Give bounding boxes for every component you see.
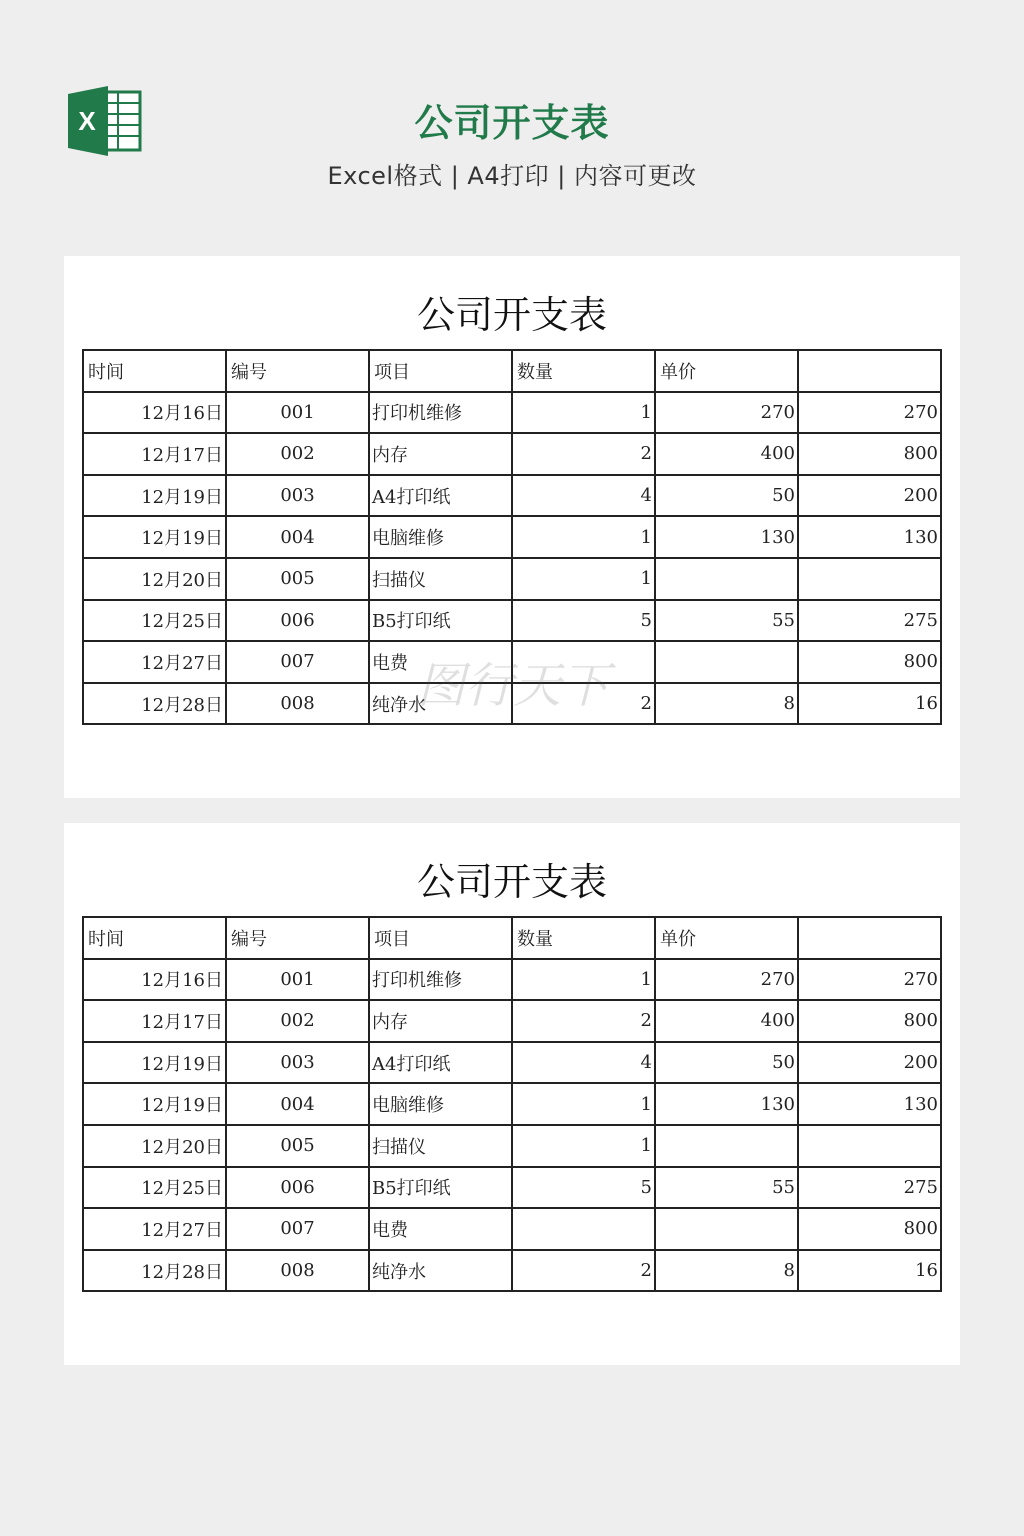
sheet-title: 公司开支表: [416, 860, 607, 904]
table-cell: 1: [512, 1083, 655, 1125]
table-row: [83, 433, 941, 475]
table-cell: 800: [798, 1208, 941, 1250]
sheet-title: 公司开支表: [416, 293, 607, 337]
page-title: 公司开支表: [414, 101, 610, 145]
table-cell: 007: [226, 1208, 369, 1250]
table-cell: 12月28日: [83, 1250, 226, 1292]
column-header: 数量: [512, 350, 655, 392]
table-header-row: [83, 917, 941, 959]
table-cell: B5打印纸: [369, 600, 512, 642]
table-cell: 1: [512, 392, 655, 434]
table-cell: 12月19日: [83, 1042, 226, 1084]
table-cell: 纯净水: [369, 1250, 512, 1292]
table-cell: 2: [512, 1250, 655, 1292]
table-cell: 003: [226, 1042, 369, 1084]
table-cell: 50: [655, 1042, 798, 1084]
expense-table: [82, 349, 942, 725]
column-header: 项目: [369, 350, 512, 392]
table-cell: 电脑维修: [369, 516, 512, 558]
table-cell: 800: [798, 1000, 941, 1042]
table-cell: 270: [798, 392, 941, 434]
table-cell: 12月27日: [83, 1208, 226, 1250]
table-cell: 130: [655, 1083, 798, 1125]
table-cell: 4: [512, 1042, 655, 1084]
table-cell: 12月27日: [83, 641, 226, 683]
table-cell: 270: [655, 392, 798, 434]
table-cell: 001: [226, 392, 369, 434]
column-header: 时间: [83, 350, 226, 392]
table-row: [83, 1000, 941, 1042]
table-cell: 55: [655, 1167, 798, 1209]
svg-text:X: X: [78, 106, 96, 136]
table-cell: 002: [226, 1000, 369, 1042]
page-header: [0, 0, 1024, 230]
table-cell: 12月16日: [83, 959, 226, 1001]
table-cell: 200: [798, 1042, 941, 1084]
table-row: [83, 683, 941, 725]
table-cell: 1: [512, 959, 655, 1001]
table-cell: 002: [226, 433, 369, 475]
table-cell: 打印机维修: [369, 392, 512, 434]
table-cell: [798, 1125, 941, 1167]
column-header: 单价: [655, 350, 798, 392]
table-cell: 006: [226, 600, 369, 642]
table-cell: 打印机维修: [369, 959, 512, 1001]
table-cell: A4打印纸: [369, 475, 512, 517]
table-row: [83, 475, 941, 517]
table-row: [83, 641, 941, 683]
table-header-row: [83, 350, 941, 392]
table-cell: [655, 1125, 798, 1167]
table-cell: 800: [798, 641, 941, 683]
table-cell: [655, 1208, 798, 1250]
table-cell: 12月25日: [83, 600, 226, 642]
table-row: [83, 516, 941, 558]
table-row: [83, 959, 941, 1001]
table-cell: 12月19日: [83, 1083, 226, 1125]
table-cell: [655, 558, 798, 600]
table-cell: 200: [798, 475, 941, 517]
table-cell: 1: [512, 1125, 655, 1167]
table-cell: 12月19日: [83, 475, 226, 517]
table-cell: 008: [226, 683, 369, 725]
table-cell: 400: [655, 433, 798, 475]
table-row: [83, 1250, 941, 1292]
column-header: 时间: [83, 917, 226, 959]
column-header: 单价: [655, 917, 798, 959]
table-cell: 005: [226, 1125, 369, 1167]
table-row: [83, 558, 941, 600]
table-cell: 1: [512, 516, 655, 558]
table-cell: 400: [655, 1000, 798, 1042]
table-row: [83, 1208, 941, 1250]
table-cell: B5打印纸: [369, 1167, 512, 1209]
sheet-preview-2: [64, 823, 960, 1365]
expense-table: [82, 916, 942, 1292]
table-cell: 5: [512, 600, 655, 642]
table-cell: 16: [798, 683, 941, 725]
table-cell: A4打印纸: [369, 1042, 512, 1084]
table-cell: 275: [798, 600, 941, 642]
table-cell: 8: [655, 683, 798, 725]
table-cell: 内存: [369, 433, 512, 475]
table-row: [83, 1042, 941, 1084]
table-cell: 电费: [369, 641, 512, 683]
column-header: 数量: [512, 917, 655, 959]
table-row: [83, 392, 941, 434]
table-cell: 扫描仪: [369, 1125, 512, 1167]
table-cell: [512, 641, 655, 683]
table-cell: 130: [798, 516, 941, 558]
table-cell: 4: [512, 475, 655, 517]
table-cell: 1: [512, 558, 655, 600]
table-cell: [512, 1208, 655, 1250]
table-cell: 005: [226, 558, 369, 600]
table-cell: 12月16日: [83, 392, 226, 434]
table-cell: 纯净水: [369, 683, 512, 725]
table-cell: 12月25日: [83, 1167, 226, 1209]
page-subtitle: Excel格式 | A4打印 | 内容可更改: [327, 162, 697, 190]
table-cell: 12月20日: [83, 558, 226, 600]
table-row: [83, 600, 941, 642]
table-cell: 12月19日: [83, 516, 226, 558]
table-cell: 12月28日: [83, 683, 226, 725]
table-cell: 004: [226, 516, 369, 558]
table-cell: 130: [655, 516, 798, 558]
table-cell: 007: [226, 641, 369, 683]
table-cell: 2: [512, 683, 655, 725]
table-cell: 003: [226, 475, 369, 517]
column-header: 编号: [226, 350, 369, 392]
column-header: 项目: [369, 917, 512, 959]
table-cell: 001: [226, 959, 369, 1001]
table-cell: 8: [655, 1250, 798, 1292]
table-row: [83, 1167, 941, 1209]
table-row: [83, 1125, 941, 1167]
sheet-preview-1: [64, 256, 960, 798]
table-cell: 130: [798, 1083, 941, 1125]
table-cell: 006: [226, 1167, 369, 1209]
table-cell: 800: [798, 433, 941, 475]
table-cell: [798, 558, 941, 600]
table-cell: 内存: [369, 1000, 512, 1042]
table-cell: 扫描仪: [369, 558, 512, 600]
table-cell: 270: [655, 959, 798, 1001]
column-header: [798, 917, 941, 959]
table-cell: 270: [798, 959, 941, 1001]
table-cell: 50: [655, 475, 798, 517]
table-cell: 004: [226, 1083, 369, 1125]
table-cell: 12月20日: [83, 1125, 226, 1167]
column-header: 编号: [226, 917, 369, 959]
table-cell: 275: [798, 1167, 941, 1209]
table-cell: 16: [798, 1250, 941, 1292]
table-cell: 5: [512, 1167, 655, 1209]
table-cell: 电费: [369, 1208, 512, 1250]
table-cell: 008: [226, 1250, 369, 1292]
table-cell: 12月17日: [83, 433, 226, 475]
table-cell: 55: [655, 600, 798, 642]
column-header: [798, 350, 941, 392]
table-cell: 2: [512, 1000, 655, 1042]
table-cell: 12月17日: [83, 1000, 226, 1042]
table-row: [83, 1083, 941, 1125]
table-cell: [655, 641, 798, 683]
table-cell: 电脑维修: [369, 1083, 512, 1125]
table-cell: 2: [512, 433, 655, 475]
